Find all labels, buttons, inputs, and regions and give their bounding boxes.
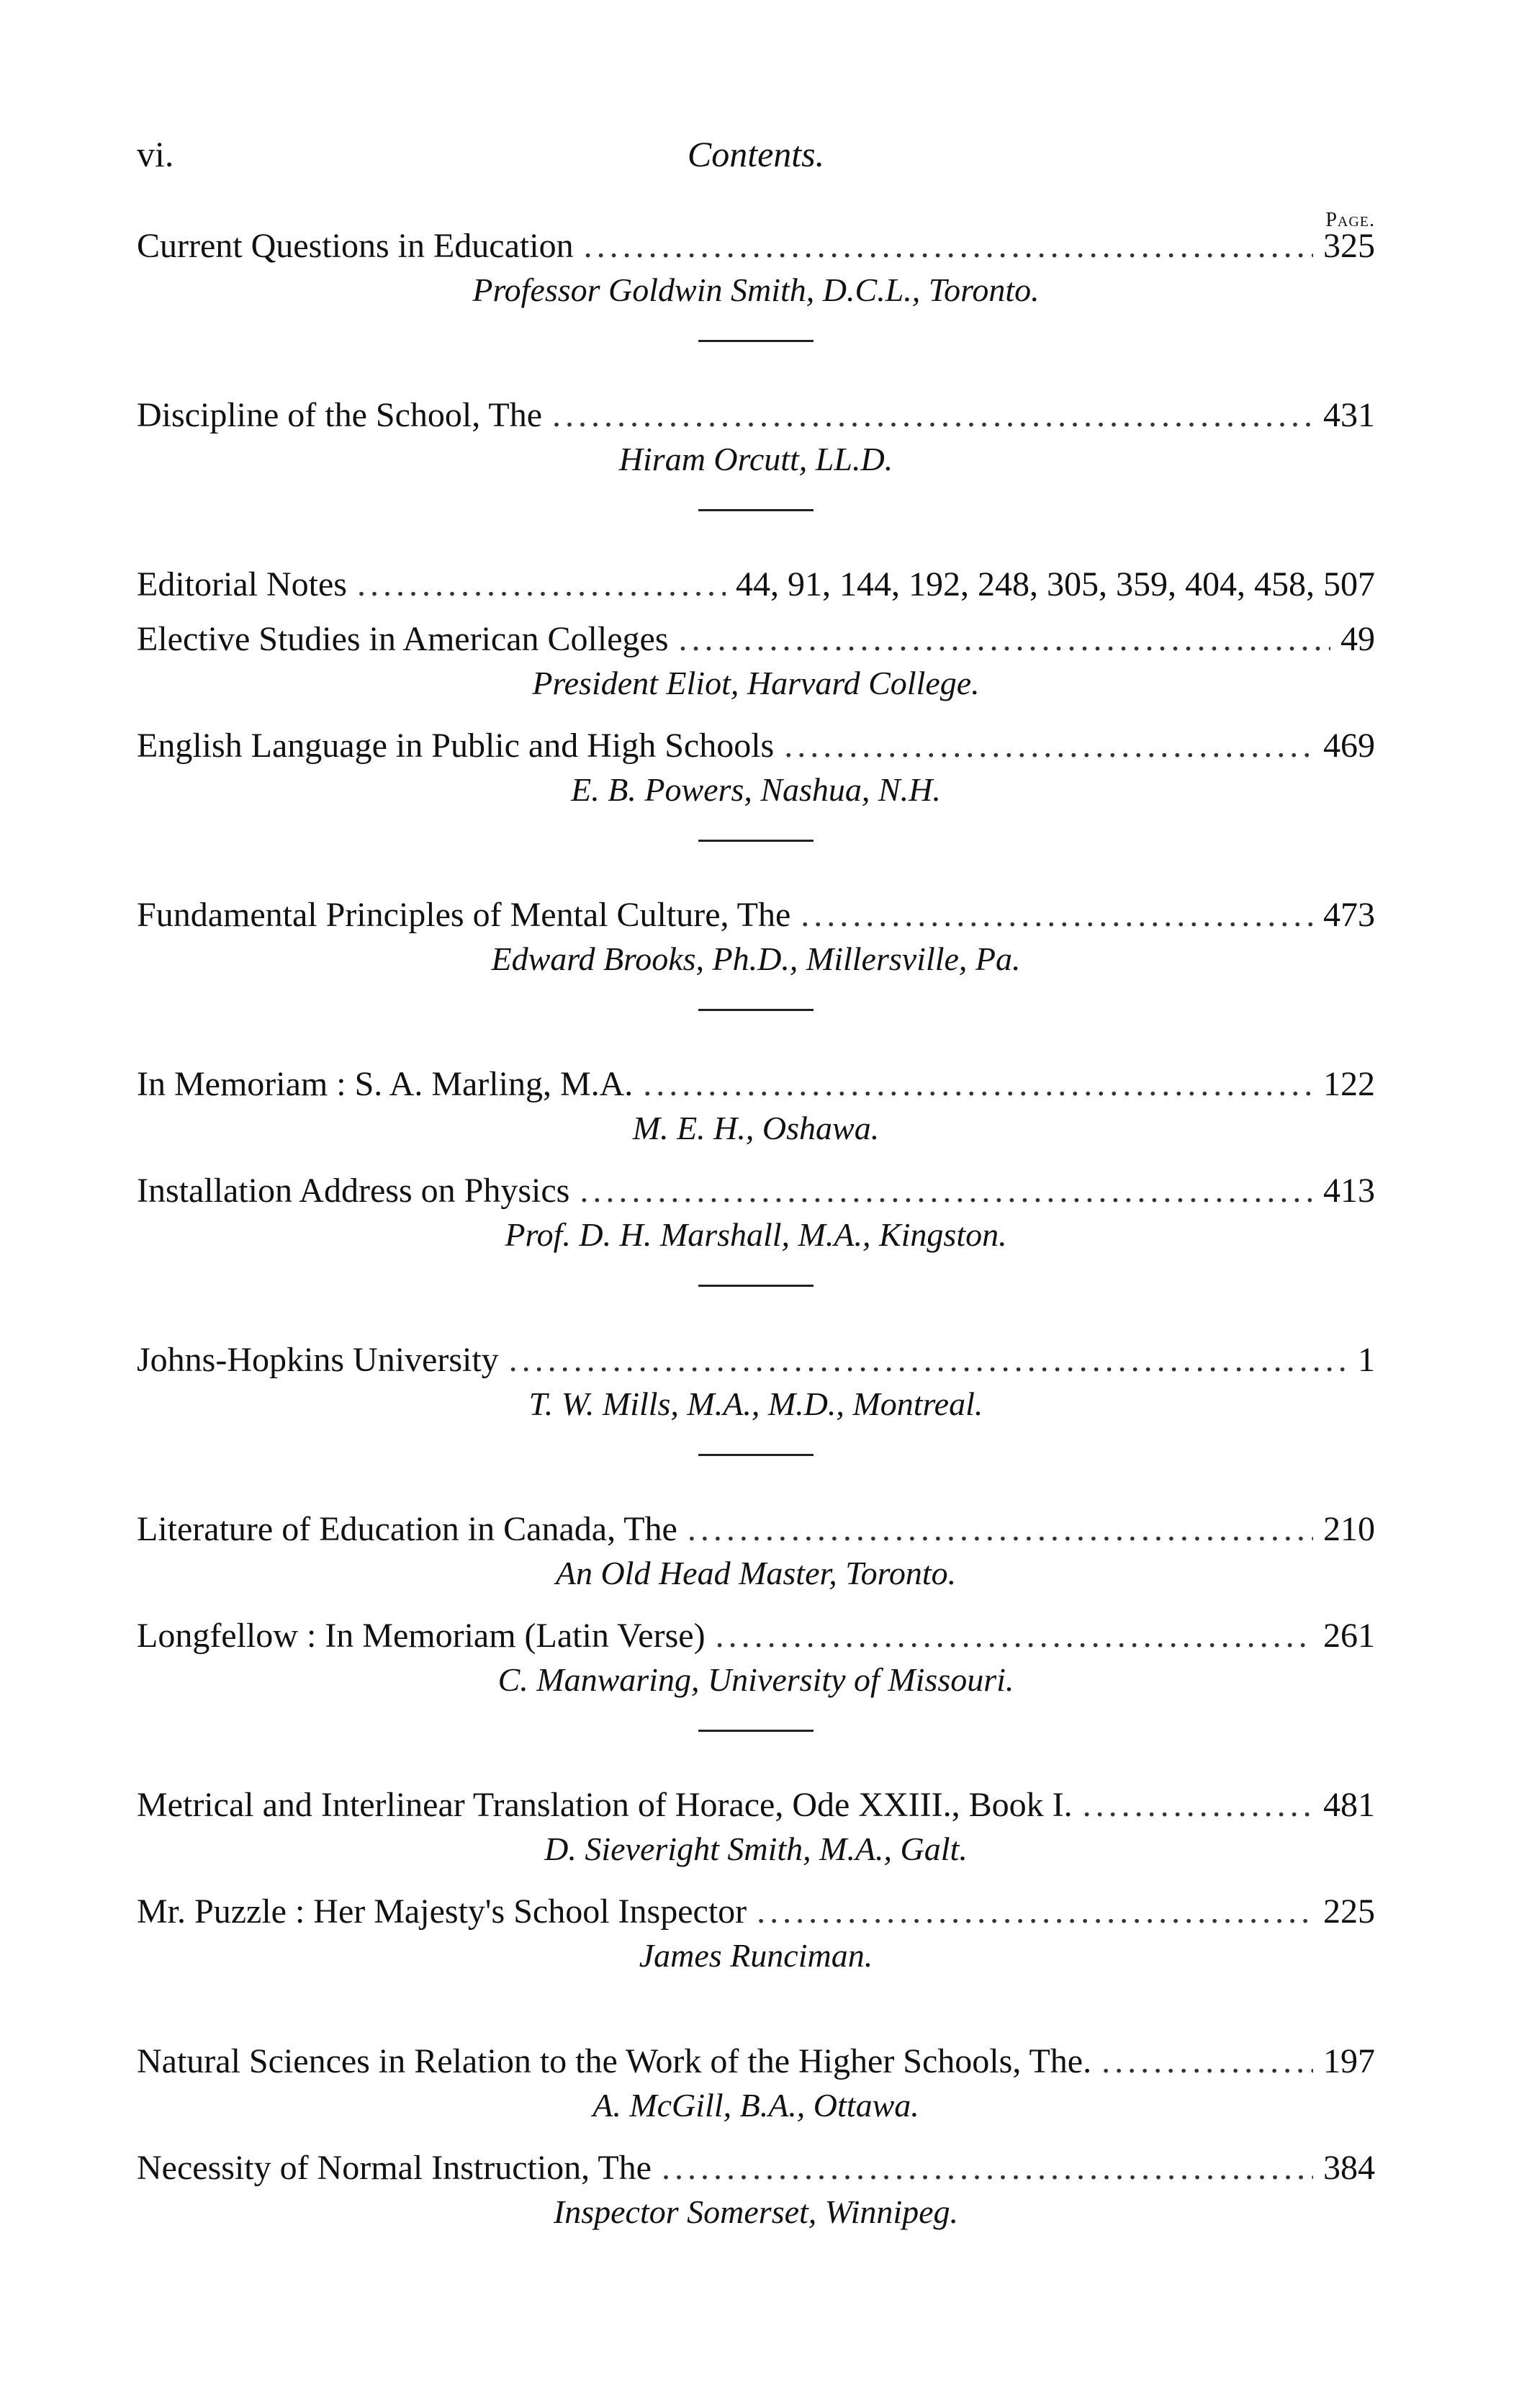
dot-leader (688, 1506, 1313, 1553)
toc-entry (137, 2039, 1375, 2085)
entry-title: Johns-Hopkins University (137, 1341, 499, 1379)
entry-author: Prof. D. H. Marshall, M.A., Kingston. (505, 1216, 1007, 1253)
toc-entry (137, 1782, 1375, 1828)
toc-entry (137, 1506, 1375, 1553)
toc-entry (137, 2145, 1375, 2191)
section-divider (698, 509, 814, 511)
entry-title: Necessity of Normal Instruction, The (137, 2149, 652, 2187)
entry-title: English Language in Public and High Schools (137, 727, 775, 765)
dot-leader (357, 562, 726, 608)
entry-author: Professor Goldwin Smith, D.C.L., Toronto. (472, 271, 1040, 308)
dot-leader (643, 1061, 1313, 1108)
entry-title: Editorial Notes (137, 565, 347, 603)
entry-page: 197 (1323, 2042, 1375, 2080)
dot-leader (1083, 1782, 1313, 1828)
dot-leader (552, 392, 1313, 439)
entry-title: In Memoriam : S. A. Marling, M.A. (137, 1065, 634, 1103)
entry-author: Edward Brooks, Ph.D., Millersville, Pa. (491, 940, 1021, 977)
toc-entry (137, 1337, 1375, 1383)
dot-leader (662, 2145, 1313, 2191)
entry-title: Current Questions in Education (137, 227, 574, 265)
entry-title: Installation Address on Physics (137, 1172, 570, 1210)
toc-entry (137, 223, 1375, 269)
section-divider (698, 1285, 814, 1287)
toc-entry (137, 616, 1375, 662)
entry-page: 473 (1323, 896, 1375, 934)
dot-leader (784, 723, 1313, 769)
entry-title: Elective Studies in American Colleges (137, 620, 669, 658)
table-of-contents (137, 223, 1375, 2252)
toc-entry (137, 1168, 1375, 1214)
entry-title: Literature of Education in Canada, The (137, 1510, 677, 1548)
dot-leader (1101, 2039, 1313, 2085)
dot-leader (509, 1337, 1348, 1383)
entry-page: 325 (1323, 227, 1375, 265)
dot-leader (757, 1889, 1313, 1935)
running-title: Contents. (687, 134, 825, 174)
section-divider (698, 1730, 814, 1732)
entry-author: A. McGill, B.A., Ottawa. (592, 2087, 919, 2124)
entry-page: 413 (1323, 1172, 1375, 1210)
entry-page: 384 (1323, 2149, 1375, 2187)
entry-author: M. E. H., Oshawa. (632, 1110, 880, 1146)
toc-entry (137, 1061, 1375, 1108)
toc-entry (137, 892, 1375, 938)
entry-title: Longfellow : In Memoriam (Latin Verse) (137, 1617, 706, 1655)
entry-author: An Old Head Master, Toronto. (555, 1555, 957, 1591)
page-column-label: Page. (1325, 209, 1375, 231)
entry-title: Natural Sciences in Relation to the Work of the Higher Schools, The. (137, 2042, 1092, 2080)
entry-page: 261 (1323, 1617, 1375, 1655)
section-divider (698, 340, 814, 342)
entry-author: T. W. Mills, M.A., M.D., Montreal. (528, 1385, 983, 1422)
entry-title: Fundamental Principles of Mental Culture, The (137, 896, 791, 934)
entry-author: C. Manwaring, University of Missouri. (497, 1661, 1014, 1698)
section-divider (698, 1454, 814, 1456)
entry-page: 44, 91, 144, 192, 248, 305, 359, 404, 458, 507 (736, 565, 1375, 603)
entry-title: Discipline of the School, The (137, 396, 543, 434)
entry-author: E. B. Powers, Nashua, N.H. (571, 771, 941, 808)
section-divider (698, 1009, 814, 1011)
entry-author: Hiram Orcutt, LL.D. (618, 441, 893, 477)
page-header (137, 133, 1375, 231)
entry-author: James Runciman. (639, 1937, 873, 1974)
toc-entry (137, 723, 1375, 769)
toc-entry (137, 562, 1375, 608)
entry-author: D. Sieveright Smith, M.A., Galt. (544, 1830, 968, 1867)
entry-page: 469 (1323, 727, 1375, 765)
toc-entry (137, 1889, 1375, 1935)
entry-title: Metrical and Interlinear Translation of Horace, Ode XXIII., Book I. (137, 1786, 1073, 1824)
entry-title: Mr. Puzzle : Her Majesty's School Inspector (137, 1892, 747, 1931)
entry-page: 122 (1323, 1065, 1375, 1103)
dot-leader (580, 1168, 1313, 1214)
entry-author: President Eliot, Harvard College. (532, 665, 980, 701)
dot-leader (801, 892, 1313, 938)
entry-page: 225 (1323, 1892, 1375, 1931)
dot-leader (716, 1613, 1313, 1659)
folio-number: vi. (137, 134, 174, 174)
entry-author: Inspector Somerset, Winnipeg. (553, 2193, 959, 2230)
entry-page: 481 (1323, 1786, 1375, 1824)
entry-page: 431 (1323, 396, 1375, 434)
dot-leader (584, 223, 1313, 269)
section-divider (698, 840, 814, 842)
entry-page: 49 (1340, 620, 1375, 658)
dot-leader (679, 616, 1331, 662)
toc-entry (137, 1613, 1375, 1659)
entry-page: 1 (1358, 1341, 1375, 1379)
entry-page: 210 (1323, 1510, 1375, 1548)
toc-entry (137, 392, 1375, 439)
